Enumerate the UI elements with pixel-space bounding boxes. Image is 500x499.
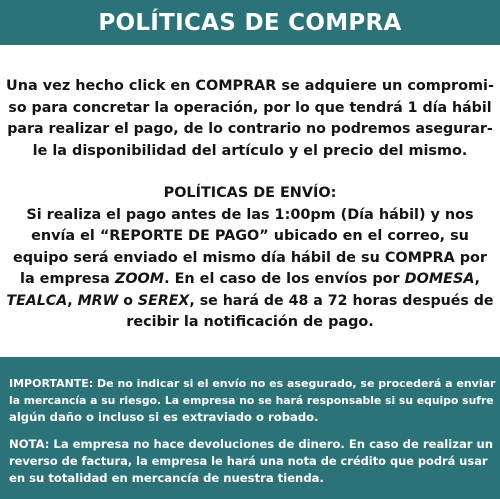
header-banner bbox=[0, 0, 500, 45]
important-note-line: IMPORTANTE: De no indicar si el envío no es asegurado, se procederá a enviar bbox=[9, 377, 496, 390]
carrier-tealca: TEALCA bbox=[6, 292, 68, 309]
purchase-policy-text bbox=[6, 76, 494, 162]
text-fragment: o bbox=[118, 292, 138, 309]
refund-note-line: NOTA: La empresa no hace devoluciones de dinero. En caso de realizar un bbox=[9, 437, 494, 451]
shipping-policy-line bbox=[6, 269, 494, 291]
purchase-policy-line: le la disponibilidad del artículo y el precio del mismo. bbox=[32, 142, 468, 159]
carrier-domesa: DOMESA bbox=[404, 271, 475, 287]
refund-note bbox=[9, 436, 495, 487]
refund-note-line: en su totalidad en mercancía de nuestra tienda. bbox=[9, 471, 324, 485]
refund-note-line: reverso de factura, la empresa le hará una nota de crédito que podrá usar bbox=[9, 454, 488, 468]
important-note-line: algún daño o incluso si es extraviado o robado. bbox=[9, 410, 319, 424]
shipping-policy-text bbox=[6, 183, 494, 334]
text-fragment: , bbox=[474, 271, 480, 287]
purchase-policy-line: para realizar el pago, de lo contrario no podremos asegurar- bbox=[7, 121, 493, 137]
purchase-policy-line: Una vez hecho click en COMPRAR se adquiere un compromi- bbox=[6, 78, 494, 94]
shipping-policy-line bbox=[6, 291, 494, 313]
text-fragment: la empresa bbox=[20, 271, 115, 287]
footer-notes bbox=[0, 357, 500, 499]
policy-content bbox=[0, 45, 500, 357]
shipping-policy-line: Si realiza el pago antes de las 1:00pm (Día hábil) y nos bbox=[26, 206, 474, 223]
text-fragment: , se hará de 48 a 72 horas después de bbox=[189, 292, 494, 309]
text-fragment: . En el caso de los envíos por bbox=[164, 271, 405, 287]
important-note-line: la mercancía a su riesgo. La empresa no se hará responsable si su equipo sufre bbox=[9, 394, 494, 407]
important-note bbox=[9, 375, 495, 426]
purchase-policy-line: so para concretar la operación, por lo que tendrá 1 día hábil bbox=[8, 99, 492, 116]
carrier-mrw: MRW bbox=[77, 292, 119, 309]
carrier-serex: SEREX bbox=[137, 292, 190, 309]
carrier-zoom: ZOOM bbox=[114, 271, 165, 287]
page-title: POLÍTICAS DE COMPRA bbox=[98, 9, 402, 36]
shipping-policy-line: recibir la notificación de pago. bbox=[126, 314, 374, 330]
shipping-policy-line: envía el “REPORTE DE PAGO” ubicado en el correo, su bbox=[31, 228, 469, 244]
text-fragment: , bbox=[67, 292, 78, 309]
shipping-policy-heading: POLÍTICAS DE ENVÍO: bbox=[163, 185, 337, 201]
shipping-policy-line: equipo será enviado el mismo día hábil de su COMPRA por bbox=[12, 249, 488, 266]
